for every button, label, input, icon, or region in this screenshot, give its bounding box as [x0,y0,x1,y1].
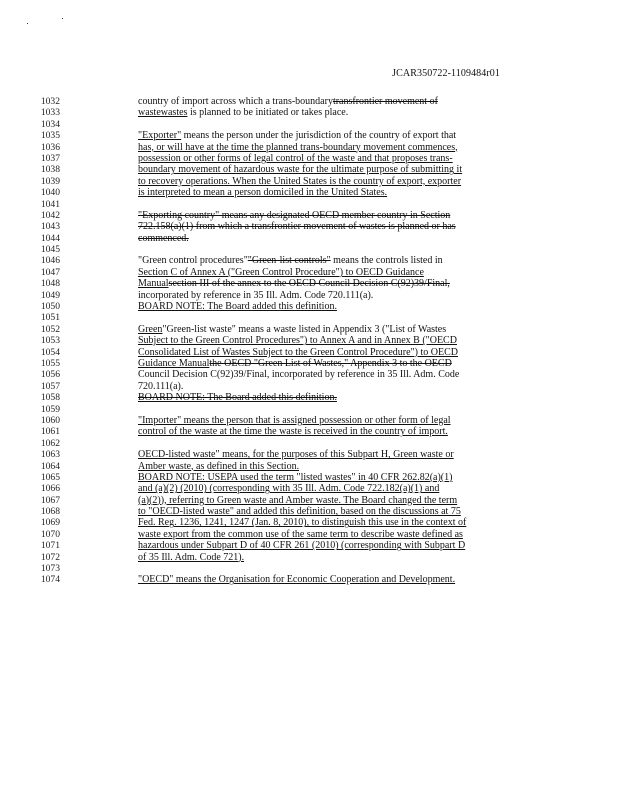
text-line [0,335,618,346]
inserted-text: to recovery operations. When the United States is the country of export, exporter [138,175,462,187]
text-segment: means the controls listed in [330,255,443,267]
line-text [138,517,538,528]
line-number: 1072 [40,551,60,563]
line-text [138,552,538,563]
line-text [138,301,538,312]
text-line [0,347,618,358]
text-line [0,119,618,130]
line-text [138,358,538,369]
line-number: 1036 [40,141,60,153]
inserted-text: hazardous under Subpart D of 40 CFR 261 (2010) (corresponding with Subpart D [138,540,466,552]
line-number: 1034 [40,118,60,130]
text-line [0,324,618,335]
text-line [0,142,618,153]
inserted-text: Subject to the Green Control Procedures") to Annex A and in Annex B ("OECD [138,335,457,347]
text-segment: is planned to be initiated or takes place. [187,107,349,119]
text-line [0,426,618,437]
revised-text: BOARD NOTE: The Board added this definition. [138,392,337,404]
line-text [138,369,538,380]
inserted-text: and (a)(2) (2010) (corresponding with 35 Ill. Adm. Code 722.182(a)(1) and [138,483,440,495]
inserted-text: "Exporter" [138,130,182,142]
text-line [0,358,618,369]
line-number: 1062 [40,437,60,449]
deleted-text: "Exporting country" means any designated OECD member country in Section [138,209,451,221]
numbered-text-body [0,96,618,586]
deleted-text: 722.158(a)(1) from which a transfrontier movement of wastes is planned or has [138,221,456,233]
scan-speck [62,18,63,19]
deleted-text: "Green-list controls" [247,255,331,267]
line-number: 1068 [40,506,60,518]
inserted-text: waste export from the common use of the same term to describe waste defined as [138,528,463,540]
inserted-text: has, or will have at the time the planned trans-boundary movement commences, [138,141,458,153]
line-text [138,176,538,187]
line-number: 1057 [40,380,60,392]
line-number: 1051 [40,312,60,324]
text-line [0,529,618,540]
line-number: 1054 [40,346,60,358]
line-number: 1053 [40,335,60,347]
text-segment: country of import across which a trans-boundary [138,96,333,107]
text-segment: "Green-list waste" means a waste listed in Appendix 3 ("List of Wastes [162,323,447,335]
deleted-text: the OECD "Green List of Wastes," Appendix 3 to the OECD [209,357,452,369]
text-line [0,244,618,255]
line-number: 1074 [40,574,60,586]
line-text [138,495,538,506]
inserted-text: "OECD" means the Organisation for Economic Cooperation and Development. [138,574,456,586]
line-text [138,426,538,437]
line-number: 1046 [40,255,60,267]
line-number: 1060 [40,414,60,426]
line-number: 1043 [40,221,60,233]
text-line [0,392,618,403]
line-number: 1052 [40,323,60,335]
line-text [138,130,538,141]
deleted-text: commenced. [138,232,189,244]
line-text [138,540,538,551]
text-line [0,517,618,528]
line-number: 1035 [40,130,60,142]
line-text [138,164,538,175]
line-number: 1056 [40,369,60,381]
inserted-text: "Importer" means the person that is assigned possession or other form of legal [138,414,451,426]
inserted-text: wastewastes [138,107,188,119]
text-line [0,301,618,312]
line-text [138,574,538,585]
line-text [138,255,538,266]
text-segment: Council Decision C(92)39/Final, incorporated by reference in 35 Ill. Adm. Code [138,369,460,381]
inserted-text: Amber waste, as defined in this Section. [138,460,300,472]
inserted-text: Consolidated List of Wastes Subject to the Green Control Procedure") to OECD [138,346,458,358]
inserted-text: (a)(2)), referring to Green waste and Amber waste. The Board changed the term [138,494,458,506]
text-line [0,483,618,494]
line-number: 1055 [40,357,60,369]
text-line [0,233,618,244]
text-line [0,96,618,107]
line-number: 1048 [40,278,60,290]
inserted-text: of 35 Ill. Adm. Code 721). [138,551,245,563]
inserted-text: Guidance Manual [138,357,210,369]
line-text [138,461,538,472]
line-number: 1073 [40,563,60,575]
inserted-text: OECD-listed waste" means, for the purposes of this Subpart H, Green waste or [138,449,454,461]
text-line [0,221,618,232]
inserted-text: possession or other forms of legal control of the waste and that proposes trans- [138,152,453,164]
inserted-text: Green [138,323,163,335]
line-number: 1037 [40,152,60,164]
line-text [138,381,538,392]
inserted-text: boundary movement of hazardous waste for the ultimate purpose of submitting it [138,164,463,176]
text-line [0,107,618,118]
line-text [138,267,538,278]
line-number: 1065 [40,471,60,483]
line-text [138,153,538,164]
inserted-text: to "OECD-listed waste" and added this definition, based on the discussions at 75 [138,506,461,518]
deleted-text: transfrontier movement of [332,96,438,107]
line-number: 1038 [40,164,60,176]
text-line [0,369,618,380]
line-number: 1066 [40,483,60,495]
line-text [138,529,538,540]
text-line [0,199,618,210]
line-text [138,483,538,494]
line-number: 1058 [40,392,60,404]
text-line [0,563,618,574]
inserted-text: is interpreted to mean a person domiciled in the United States. [138,187,388,199]
line-number: 1041 [40,198,60,210]
line-number: 1039 [40,175,60,187]
line-text [138,221,538,232]
line-text [138,392,538,403]
inserted-text: BOARD NOTE: USEPA used the term "listed wastes" in 40 CFR 262.82(a)(1) [138,471,453,483]
text-line [0,164,618,175]
document-id: JCAR350722-1109484r01 [392,68,500,79]
line-text [138,324,538,335]
text-segment: means the person under the jurisdiction of the country of export that [181,130,457,142]
text-line [0,449,618,460]
line-number: 1033 [40,107,60,119]
text-line [0,415,618,426]
deleted-text: section III of the annex to the OECD Council Decision C(92)39/Final, [168,278,450,290]
line-text [138,472,538,483]
text-segment: incorporated by reference in 35 Ill. Adm. Code 720.111(a). [138,289,374,301]
line-text [138,210,538,221]
text-line [0,438,618,449]
line-number: 1069 [40,517,60,529]
line-text [138,107,538,118]
inserted-text: Fed. Reg. 1236, 1241, 1247 (Jan. 8, 2010), to distinguish this use in the context of [138,517,467,529]
line-number: 1061 [40,426,60,438]
text-line [0,381,618,392]
line-text [138,449,538,460]
line-number: 1050 [40,301,60,313]
line-text [138,347,538,358]
text-line [0,495,618,506]
line-number: 1042 [40,209,60,221]
line-text [138,142,538,153]
text-line [0,574,618,585]
text-line [0,210,618,221]
text-line [0,153,618,164]
line-number: 1045 [40,244,60,256]
line-text [138,96,538,107]
text-line [0,255,618,266]
text-line [0,506,618,517]
scan-speck [27,23,28,24]
text-segment: "Green control procedures" [138,255,248,267]
text-line [0,176,618,187]
text-line [0,552,618,563]
line-text [138,415,538,426]
line-number: 1044 [40,232,60,244]
line-number: 1070 [40,528,60,540]
inserted-text: BOARD NOTE: The Board added this definition. [138,301,337,313]
line-text [138,187,538,198]
text-line [0,130,618,141]
line-number: 1067 [40,494,60,506]
text-line [0,290,618,301]
line-number: 1063 [40,449,60,461]
line-text [138,335,538,346]
inserted-text: control of the waste at the time the waste is received in the country of import. [138,426,448,438]
text-line [0,278,618,289]
inserted-text: Manual [138,278,169,290]
line-text [138,233,538,244]
line-text [138,278,538,289]
line-number: 1040 [40,187,60,199]
text-line [0,187,618,198]
line-text [138,290,538,301]
line-number: 1071 [40,540,60,552]
text-line [0,540,618,551]
inserted-text: Section C of Annex A ("Green Control Procedure") to OECD Guidance [138,266,424,278]
text-line [0,267,618,278]
line-number: 1049 [40,289,60,301]
line-text [138,506,538,517]
line-number: 1059 [40,403,60,415]
line-number: 1032 [40,96,60,107]
line-number: 1064 [40,460,60,472]
text-line [0,461,618,472]
line-number: 1047 [40,266,60,278]
text-line [0,312,618,323]
text-line [0,472,618,483]
text-line [0,404,618,415]
text-segment: 720.111(a). [138,380,184,392]
